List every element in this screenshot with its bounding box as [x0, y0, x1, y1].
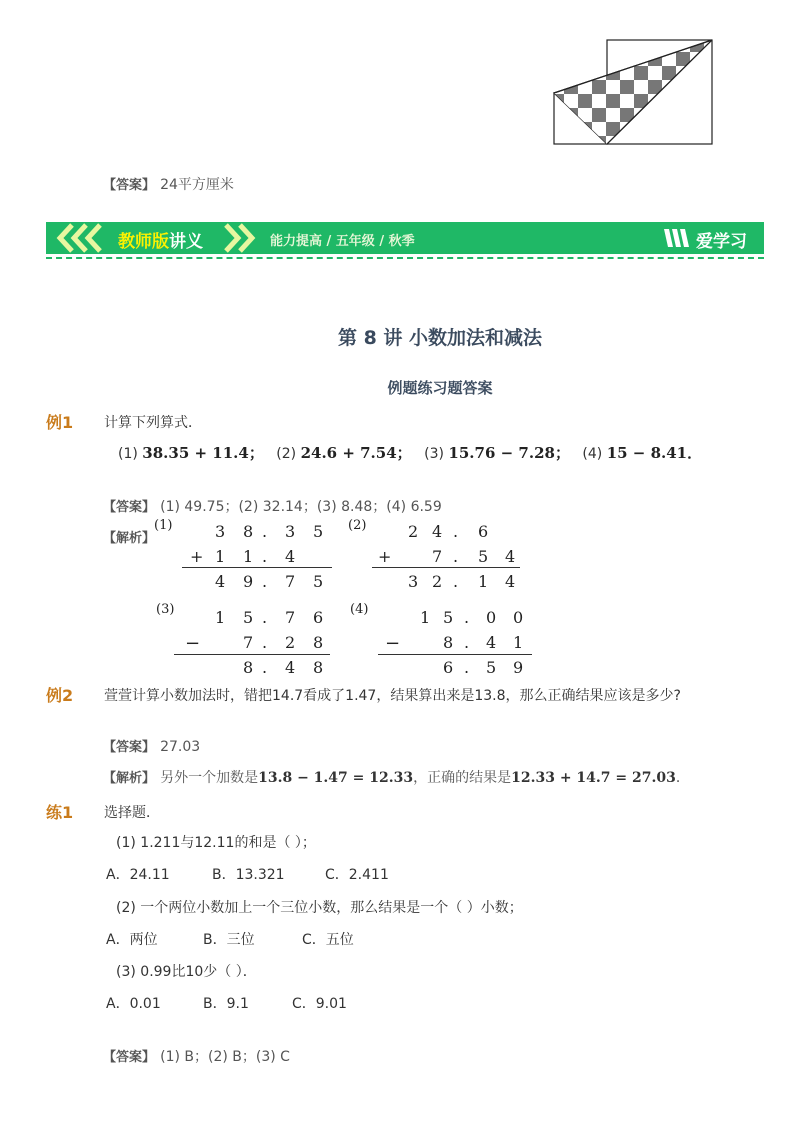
analysis-text: 另外一个加数是 [160, 770, 259, 786]
brand-logo-text: 爱学习 [696, 232, 747, 252]
digit: . [453, 572, 459, 591]
answer-text: (1) 49.75；(2) 32.14；(3) 8.48；(4) 6.59 [160, 499, 442, 515]
analysis-math: 12.33 + 14.7 = 27.03 [511, 770, 676, 786]
answer-tag: 【答案】 [103, 178, 156, 193]
digit: 8 [243, 658, 254, 677]
digit: 1 [420, 608, 431, 627]
answer-tag: 【答案】 [103, 740, 156, 755]
digit: 4 [432, 522, 443, 541]
digit: . [453, 522, 459, 541]
lecture-subtitle: 例题练习题答案 [387, 379, 493, 397]
digit: 5 [313, 522, 324, 541]
item-expression: 15.76 − 7.28； [448, 444, 570, 462]
top-answer [103, 174, 234, 194]
item-number: (1) [118, 446, 138, 462]
lecture-title: 第 8 讲 小数加法和减法 [337, 327, 543, 349]
digit: . [464, 633, 470, 652]
digit: 9 [243, 572, 254, 591]
digit: 6 [478, 522, 489, 541]
difference-line [174, 654, 330, 655]
digit: 3 [408, 572, 419, 591]
item-expression: 24.6 + 7.54； [300, 444, 412, 462]
digit: 4 [486, 633, 497, 652]
example1-answer [103, 496, 442, 516]
digit: . [262, 658, 268, 677]
analysis-math: 13.8 − 1.47 = 12.33 [258, 770, 414, 786]
answer-tag: 【答案】 [103, 1050, 156, 1065]
geometry-figure [550, 38, 716, 148]
digit: 5 [478, 547, 489, 566]
question-2-option-b: B．三位 [203, 932, 255, 948]
answer-text: 27.03 [160, 739, 201, 755]
practice1-label: 练1 [46, 803, 74, 822]
operator: + [378, 547, 392, 566]
digit: 6 [443, 658, 454, 677]
digit: . [464, 658, 470, 677]
digit: 1 [513, 633, 524, 652]
difference-line [378, 654, 532, 655]
header-banner [46, 222, 764, 254]
analysis-text: ，正确的结果是 [413, 770, 512, 786]
digit: . [453, 547, 459, 566]
example1-prompt: 计算下列算式． [104, 415, 202, 431]
digit: . [262, 547, 268, 566]
example2-prompt: 萱萱计算小数加法时，错把14.7看成了1.47，结果算出来是13.8，那么正确结果应该是多少? [104, 688, 681, 704]
question-3: (3) 0.99比10少（ ）． [116, 964, 257, 980]
operator: − [385, 633, 401, 654]
answer-text: (1) B；(2) B；(3) C [160, 1049, 290, 1065]
question-1-option-a: A．24.11 [106, 867, 170, 883]
item-number: (4) [582, 446, 603, 462]
brand-logo-icon [662, 225, 692, 251]
example1-expressions [118, 442, 702, 463]
example2-answer [103, 736, 200, 755]
operator: + [190, 547, 204, 566]
practice1-prompt: 选择题． [104, 805, 160, 821]
digit: 7 [285, 608, 296, 627]
digit: 4 [285, 547, 296, 566]
digit: . [262, 522, 268, 541]
digit: 0 [486, 608, 497, 627]
digit: 2 [432, 572, 443, 591]
example2-analysis [103, 767, 690, 787]
digit: . [262, 633, 268, 652]
digit: 5 [486, 658, 497, 677]
digit: . [464, 608, 470, 627]
vertical-3-number: (3) [156, 602, 175, 617]
item-number: (3) [424, 446, 444, 462]
chevron-right-icon [216, 222, 264, 254]
digit: 1 [478, 572, 489, 591]
digit: 6 [313, 608, 324, 627]
digit: 9 [513, 658, 524, 677]
answer-text: 24平方厘米 [160, 177, 234, 193]
question-2-option-a: A．两位 [106, 932, 158, 948]
digit: 1 [243, 547, 254, 566]
question-1-option-b: B．13.321 [212, 867, 285, 883]
digit: 7 [432, 547, 443, 566]
digit: 3 [285, 522, 296, 541]
digit: 0 [513, 608, 524, 627]
digit: 8 [313, 658, 324, 677]
digit: 4 [505, 547, 516, 566]
digit: . [262, 572, 268, 591]
digit: 4 [505, 572, 516, 591]
item-number: (2) [276, 446, 297, 462]
vertical-2-number: (2) [348, 518, 367, 533]
analysis-tag: 【解析】 [103, 531, 156, 546]
digit: 8 [443, 633, 454, 652]
question-3-option-a: A．0.01 [106, 996, 161, 1012]
question-2: (2) 一个两位小数加上一个三位小数，那么结果是一个（ ）小数； [116, 900, 523, 916]
practice1-answer [103, 1046, 290, 1066]
analysis-tag: 【解析】 [103, 771, 156, 786]
digit: 2 [408, 522, 419, 541]
example1-label: 例1 [46, 413, 74, 432]
banner-title [118, 227, 203, 252]
chevron-left-icon [50, 222, 112, 254]
question-2-option-c: C．五位 [302, 932, 354, 948]
digit: . [262, 608, 268, 627]
digit: 1 [215, 547, 226, 566]
item-expression: 38.35 + 11.4； [142, 444, 264, 462]
digit: 3 [215, 522, 226, 541]
question-3-option-c: C．9.01 [292, 996, 347, 1012]
digit: 2 [285, 633, 296, 652]
digit: 4 [215, 572, 226, 591]
digit: 5 [443, 608, 454, 627]
sum-line [182, 567, 332, 568]
banner-title-part2: 讲义 [169, 232, 203, 252]
question-3-option-b: B．9.1 [203, 996, 249, 1012]
digit: 7 [285, 572, 296, 591]
digit: 5 [243, 608, 254, 627]
example2-label: 例2 [46, 686, 74, 705]
digit: 8 [313, 633, 324, 652]
question-1-option-c: C．2.411 [325, 867, 389, 883]
banner-title-part1: 教师版 [118, 232, 169, 252]
operator: − [185, 633, 201, 654]
sum-line [372, 567, 520, 568]
analysis-text: ． [675, 770, 690, 786]
vertical-4-number: (4) [350, 602, 369, 617]
vertical-1-number: (1) [154, 518, 173, 533]
digit: 1 [215, 608, 226, 627]
digit: 7 [243, 633, 254, 652]
question-1: (1) 1.211与12.11的和是（ ）； [116, 835, 316, 851]
digit: 8 [243, 522, 254, 541]
answer-tag: 【答案】 [103, 500, 156, 515]
digit: 4 [285, 658, 296, 677]
banner-divider [46, 257, 764, 259]
item-expression: 15 − 8.41． [606, 444, 703, 462]
banner-breadcrumb: 能力提高 / 五年级 / 秋季 [270, 234, 415, 249]
digit: 5 [313, 572, 324, 591]
